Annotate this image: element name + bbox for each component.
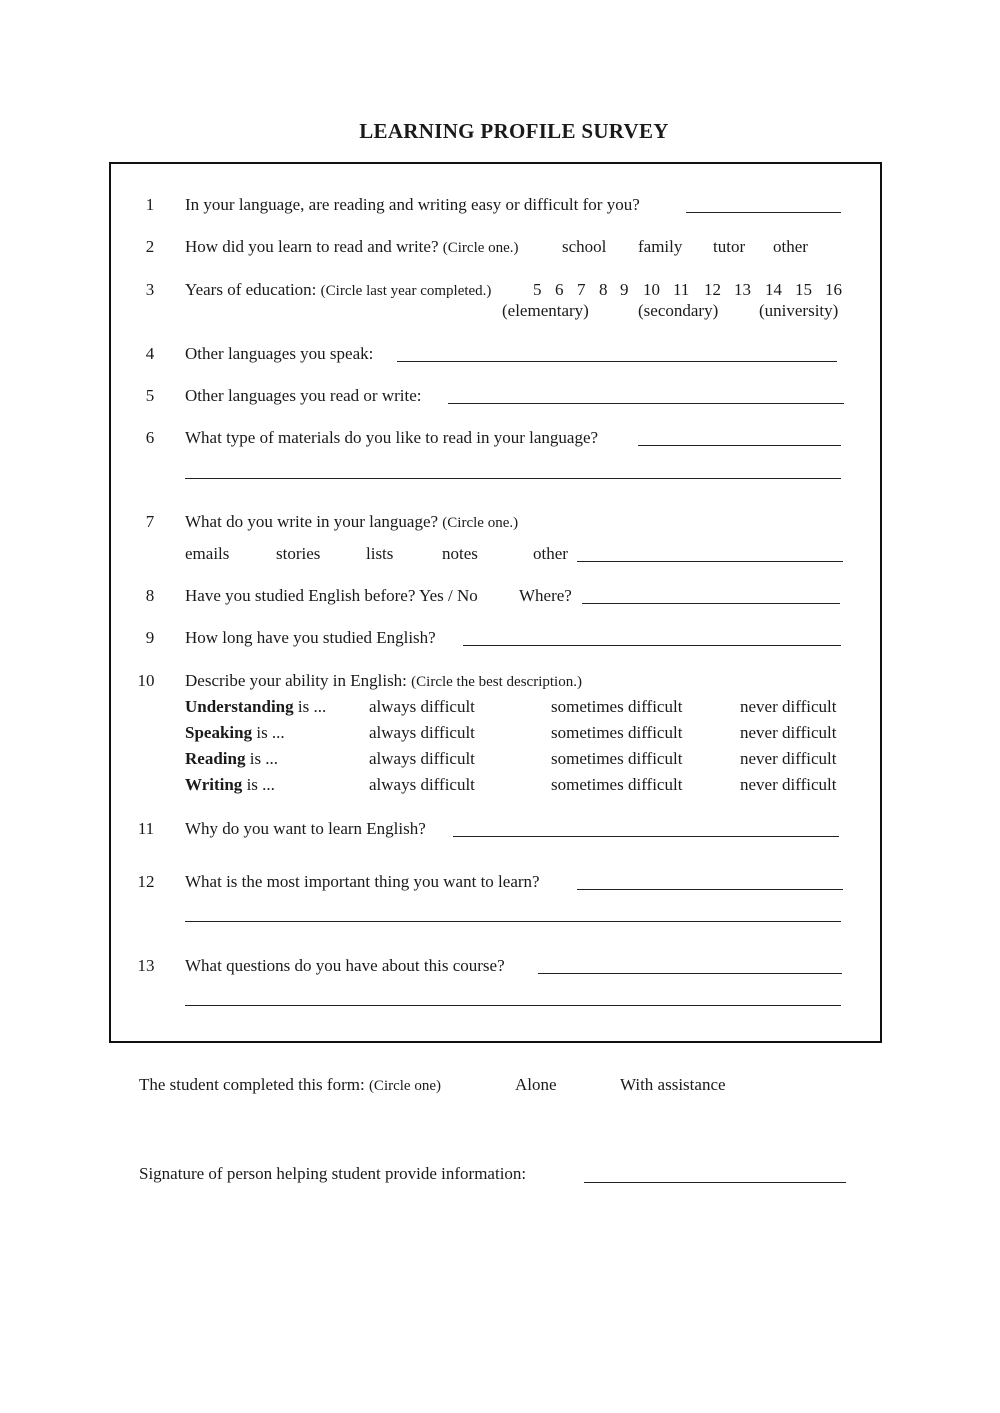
q3-year-10[interactable]: 10 (643, 280, 660, 299)
q3-year-9[interactable]: 9 (620, 280, 629, 299)
q12-number: 12 (137, 872, 155, 891)
q3-year-11[interactable]: 11 (673, 280, 690, 299)
q7-label: What do you write in your language? (185, 512, 439, 531)
q5-text: Other languages you read or write: (185, 386, 422, 405)
q12-answer-line[interactable] (577, 889, 843, 890)
q13-answer-line[interactable] (538, 973, 842, 974)
speaking-never[interactable]: never difficult (740, 723, 837, 742)
q6-answer-line[interactable] (638, 445, 841, 446)
q12-answer-line-2[interactable] (185, 921, 841, 922)
q3-level-secondary: (secondary) (638, 301, 719, 320)
skill-label: Speaking (185, 723, 253, 742)
skill-label: Reading (185, 749, 246, 768)
q3-year-12[interactable]: 12 (704, 280, 721, 299)
q7-option-lists[interactable]: lists (366, 544, 394, 563)
q3-label: Years of education: (185, 280, 317, 299)
writing-never[interactable]: never difficult (740, 775, 837, 794)
q8-number: 8 (145, 586, 155, 605)
skill-suffix: is ... (252, 723, 285, 742)
q13-answer-line-2[interactable] (185, 1005, 841, 1006)
q10-row-writing (185, 775, 275, 795)
page-title: LEARNING PROFILE SURVEY (359, 119, 669, 143)
q11-number: 11 (137, 819, 155, 838)
q9-number: 9 (145, 628, 155, 647)
q11-answer-line[interactable] (453, 836, 839, 837)
q7-option-other[interactable]: other (533, 544, 568, 563)
q2-note: (Circle one.) (442, 240, 519, 256)
q3-year-6[interactable]: 6 (555, 280, 564, 299)
q1-text: In your language, are reading and writing easy or difficult for you? (185, 195, 640, 214)
skill-suffix: is ... (293, 697, 327, 716)
q4-text: Other languages you speak: (185, 344, 374, 363)
q1-number: 1 (145, 195, 155, 214)
q1-answer-line[interactable] (686, 212, 841, 213)
speaking-always[interactable]: always difficult (369, 723, 475, 742)
q3-year-16[interactable]: 16 (825, 280, 842, 299)
q7-other-line[interactable] (577, 561, 843, 562)
q2-number: 2 (145, 237, 155, 256)
understanding-sometimes[interactable]: sometimes difficult (551, 697, 683, 716)
q7-number: 7 (145, 512, 155, 531)
q2-option-other[interactable]: other (773, 237, 808, 256)
q10-text (185, 671, 582, 692)
q3-year-15[interactable]: 15 (795, 280, 812, 299)
q9-answer-line[interactable] (463, 645, 841, 646)
writing-always[interactable]: always difficult (369, 775, 475, 794)
q6-text: What type of materials do you like to read in your language? (185, 428, 599, 447)
q6-answer-line-2[interactable] (185, 478, 841, 479)
q7-option-stories[interactable]: stories (276, 544, 321, 563)
completed-form-text (139, 1075, 441, 1096)
q10-note: (Circle the best description.) (411, 674, 582, 690)
q13-number: 13 (137, 956, 155, 975)
q8-answer-line[interactable] (582, 603, 840, 604)
completed-note: (Circle one) (368, 1078, 441, 1094)
q8-where: Where? (519, 586, 572, 605)
q6-number: 6 (145, 428, 155, 447)
signature-line[interactable] (584, 1182, 846, 1183)
q5-answer-line[interactable] (448, 403, 844, 404)
q13-text: What questions do you have about this course? (185, 956, 505, 975)
skill-suffix: is ... (245, 749, 279, 768)
q11-text: Why do you want to learn English? (185, 819, 426, 838)
q2-option-family[interactable]: family (638, 237, 683, 256)
signature-label: Signature of person helping student provide information: (139, 1164, 527, 1183)
q10-row-reading (185, 749, 278, 769)
understanding-never[interactable]: never difficult (740, 697, 837, 716)
completed-label: The student completed this form: (139, 1075, 365, 1094)
skill-suffix: is ... (242, 775, 275, 794)
q2-label: How did you learn to read and write? (185, 237, 439, 256)
reading-always[interactable]: always difficult (369, 749, 475, 768)
q4-number: 4 (145, 344, 155, 363)
q10-row-speaking (185, 723, 285, 743)
q3-year-14[interactable]: 14 (765, 280, 782, 299)
option-with-assistance[interactable]: With assistance (620, 1075, 726, 1094)
q2-text (185, 237, 519, 258)
q10-label: Describe your ability in English: (185, 671, 407, 690)
q3-year-5[interactable]: 5 (533, 280, 542, 299)
q7-option-notes[interactable]: notes (442, 544, 478, 563)
q4-answer-line[interactable] (397, 361, 837, 362)
q8-text: Have you studied English before? Yes / No (185, 586, 478, 605)
q12-text: What is the most important thing you want to learn? (185, 872, 540, 891)
writing-sometimes[interactable]: sometimes difficult (551, 775, 683, 794)
q7-note: (Circle one.) (442, 515, 519, 531)
q10-row-understanding (185, 697, 326, 717)
q2-option-school[interactable]: school (562, 237, 607, 256)
q3-level-elementary: (elementary) (502, 301, 589, 320)
q5-number: 5 (145, 386, 155, 405)
q2-option-tutor[interactable]: tutor (713, 237, 746, 256)
q3-level-university: (university) (759, 301, 839, 320)
q9-text: How long have you studied English? (185, 628, 436, 647)
option-alone[interactable]: Alone (515, 1075, 557, 1094)
reading-sometimes[interactable]: sometimes difficult (551, 749, 683, 768)
understanding-always[interactable]: always difficult (369, 697, 475, 716)
q3-year-13[interactable]: 13 (734, 280, 751, 299)
skill-label: Writing (185, 775, 243, 794)
skill-label: Understanding (185, 697, 294, 716)
q7-text (185, 512, 518, 533)
reading-never[interactable]: never difficult (740, 749, 837, 768)
q3-text (185, 280, 491, 301)
q3-year-7[interactable]: 7 (577, 280, 586, 299)
q3-number: 3 (145, 280, 155, 299)
q7-option-emails[interactable]: emails (185, 544, 230, 563)
q3-year-8[interactable]: 8 (599, 280, 608, 299)
q3-note: (Circle last year completed.) (320, 283, 492, 299)
q10-number: 10 (137, 671, 155, 690)
speaking-sometimes[interactable]: sometimes difficult (551, 723, 683, 742)
